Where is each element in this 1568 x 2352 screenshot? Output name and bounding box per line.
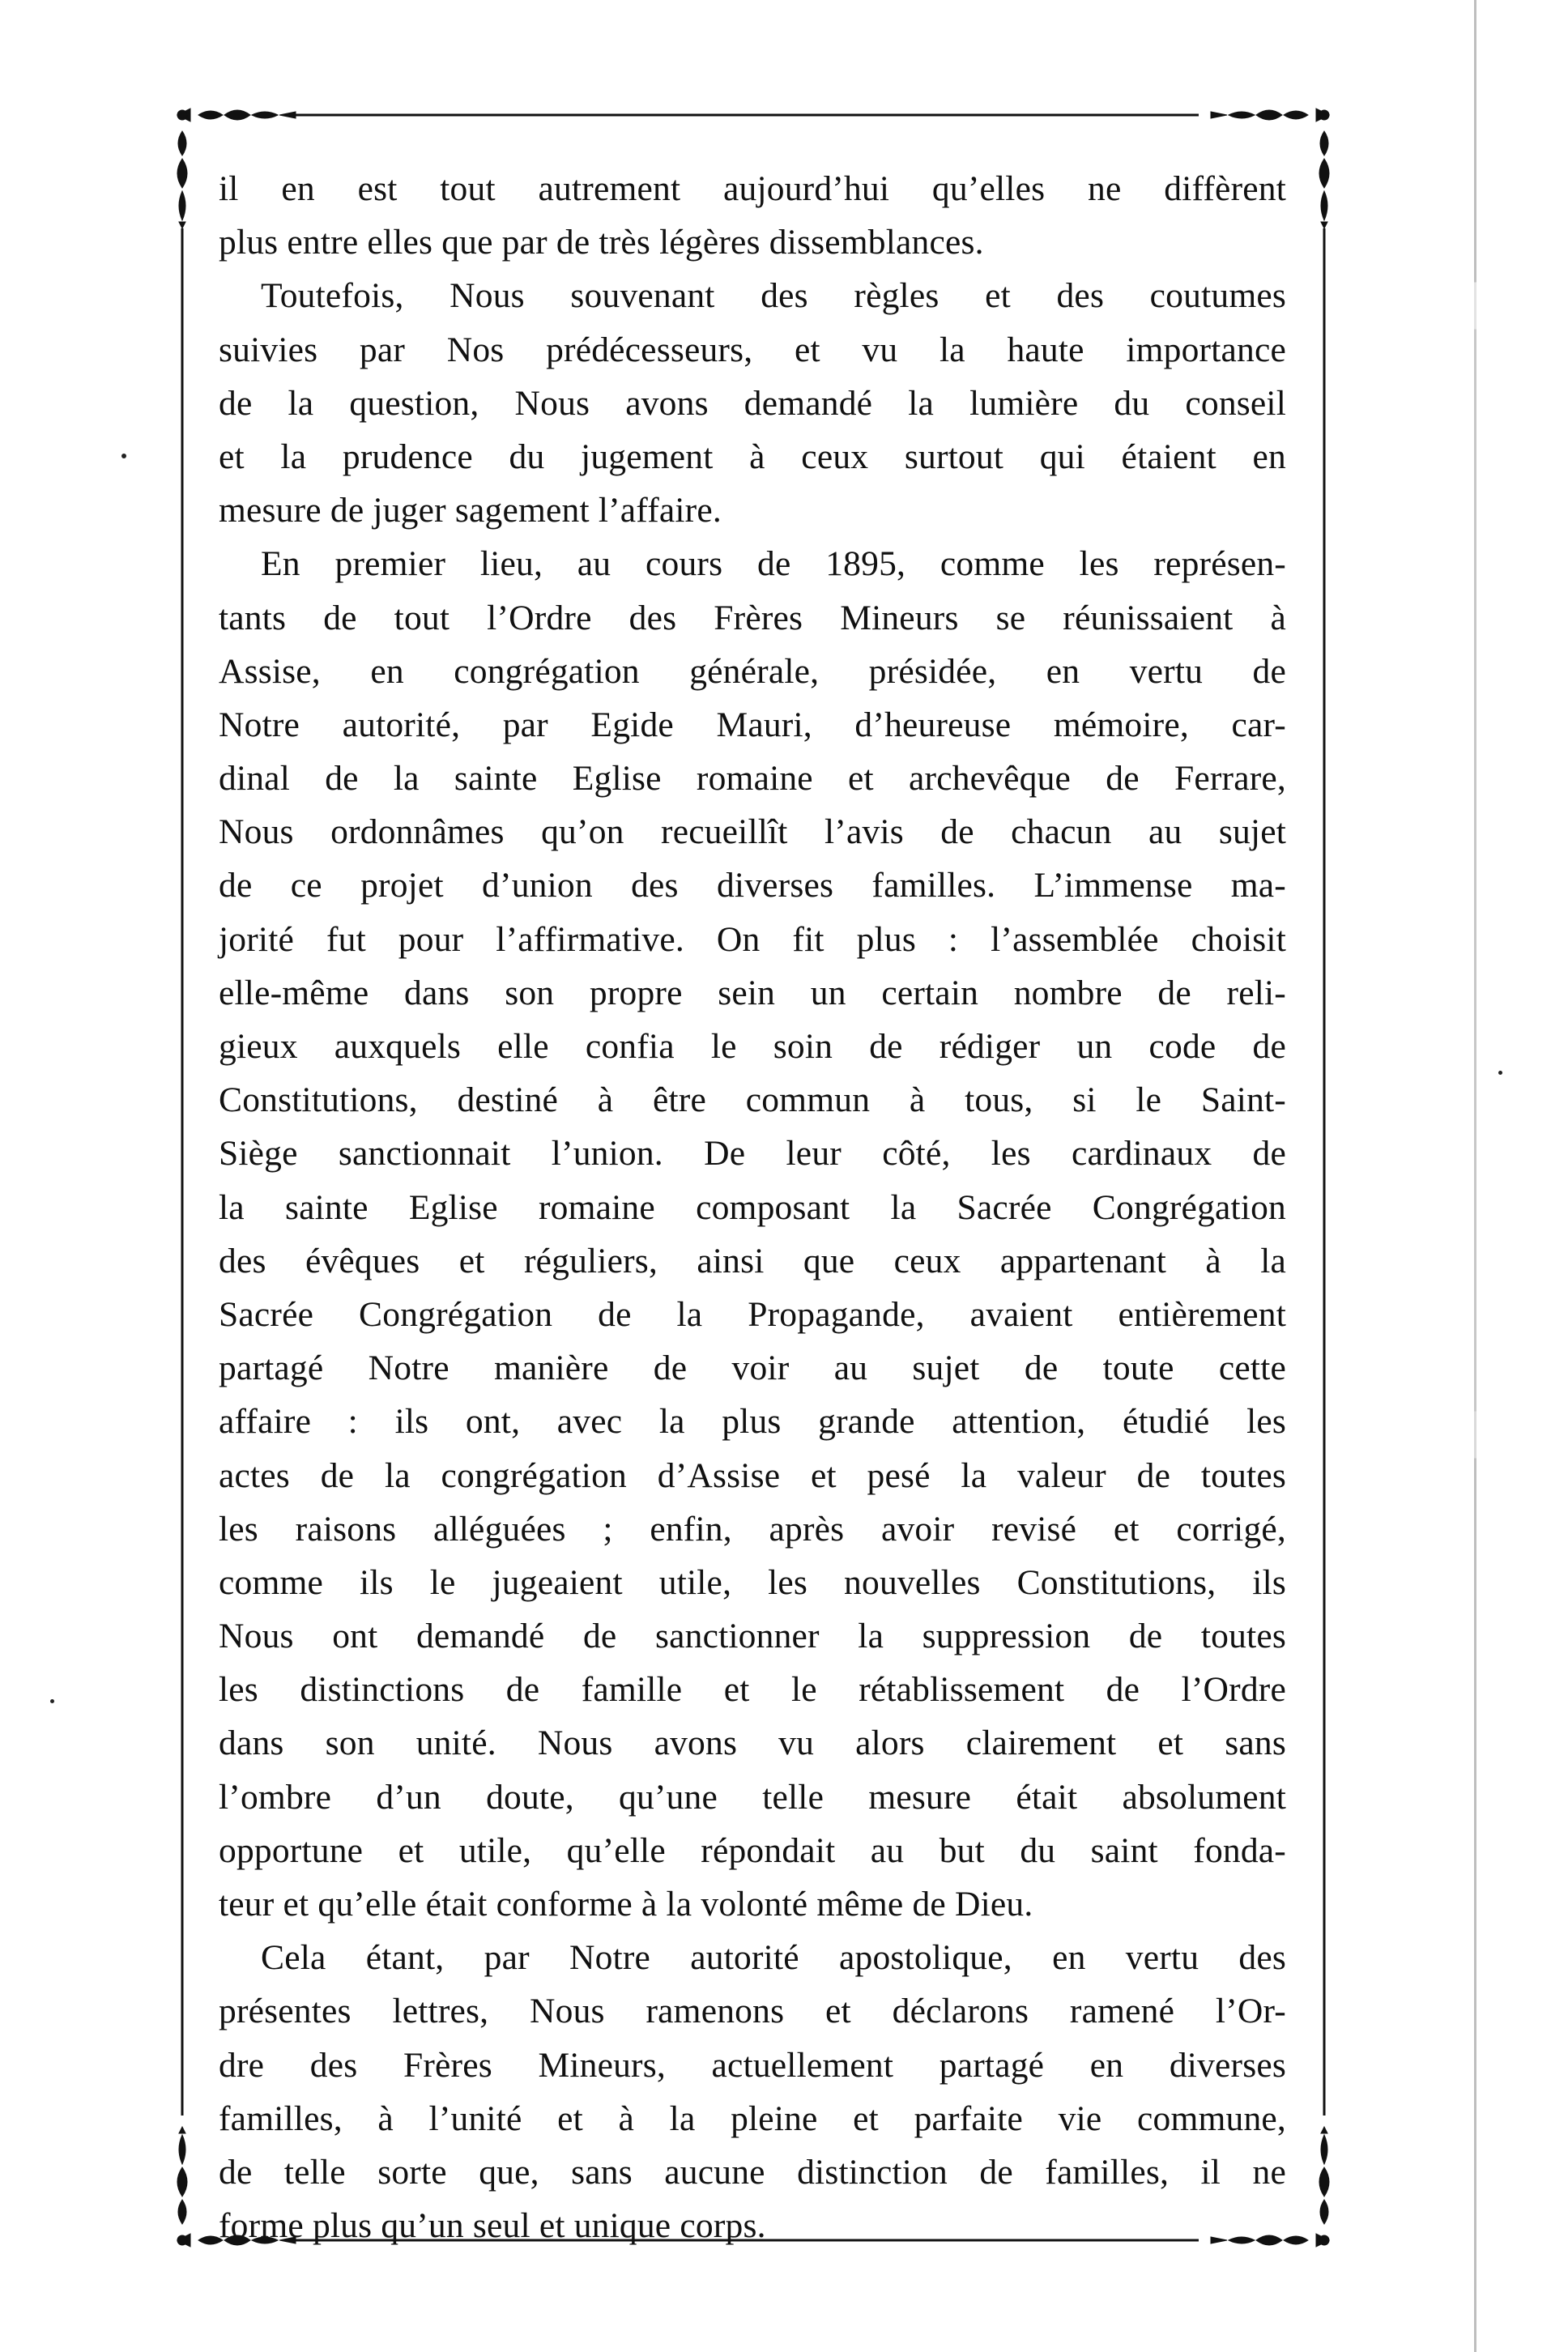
text-line-10: Assise, en congrégation générale, présidée, en vertu de	[219, 651, 1286, 691]
text-line-19: Siège sanctionnait l’union. De leur côté, les cardinaux de	[219, 1134, 1286, 1174]
text-line-28: Nous ont demandé de sanctionner la suppression de toutes	[219, 1617, 1286, 1656]
stray-ink-dot	[121, 454, 126, 458]
text-line-38: de telle sorte que, sans aucune distinction de familles, il ne	[219, 2152, 1286, 2192]
text-line-20: la sainte Eglise romaine composant la Sacrée Congrégation	[219, 1187, 1286, 1227]
text-line-29: les distinctions de famille et le rétablissement de l’Ordre	[219, 1670, 1286, 1710]
text-line-17: gieux auxquels elle confia le soin de rédiger un code de	[219, 1027, 1286, 1066]
text-line-12: dinal de la sainte Eglise romaine et archevêque de Ferrare,	[219, 759, 1286, 799]
text-line-31: l’ombre d’un doute, qu’une telle mesure était absolument	[219, 1777, 1286, 1817]
text-line-35: présentes lettres, Nous ramenons et déclarons ramené l’Or-	[219, 1992, 1286, 2031]
text-line-5: de la question, Nous avons demandé la lumière du conseil	[219, 383, 1286, 423]
text-line-22: Sacrée Congrégation de la Propagande, avaient entièrement	[219, 1294, 1286, 1334]
text-line-27: comme ils le jugeaient utile, les nouvelles Constitutions, ils	[219, 1562, 1286, 1602]
text-line-15: jorité fut pour l’affirmative. On fit plus : l’assemblée choisit	[219, 919, 1286, 959]
text-line-25: actes de la congrégation d’Assise et pesé la valeur de toutes	[219, 1455, 1286, 1495]
text-line-18: Constitutions, destiné à être commun à tous, si le Saint-	[219, 1080, 1286, 1120]
text-line-3: Toutefois, Nous souvenant des règles et des coutumes	[261, 276, 1286, 316]
text-line-33: teur et qu’elle était conforme à la volonté même de Dieu.	[219, 1885, 1033, 1924]
text-line-32: opportune et utile, qu’elle répondait au but du saint fonda-	[219, 1830, 1286, 1870]
text-line-16: elle-même dans son propre sein un certain nombre de reli-	[219, 973, 1286, 1012]
text-line-8: En premier lieu, au cours de 1895, comme les représen-	[261, 544, 1286, 584]
text-line-21: des évêques et réguliers, ainsi que ceux appartenant à la	[219, 1241, 1286, 1280]
page-edge-shadow	[1474, 0, 1476, 2352]
text-line-36: dre des Frères Mineurs, actuellement partagé en diverses	[219, 2045, 1286, 2085]
text-line-14: de ce projet d’union des diverses familles. L’immense ma-	[219, 866, 1286, 905]
stray-ink-dot	[50, 1699, 54, 1703]
text-line-26: les raisons alléguées ; enfin, après avoir revisé et corrigé,	[219, 1509, 1286, 1549]
text-line-39: forme plus qu’un seul et unique corps.	[219, 2206, 766, 2246]
text-line-4: suivies par Nos prédécesseurs, et vu la haute importance	[219, 330, 1286, 369]
text-line-9: tants de tout l’Ordre des Frères Mineurs se réunissaient à	[219, 598, 1286, 637]
text-line-13: Nous ordonnâmes qu’on recueillît l’avis de chacun au sujet	[219, 812, 1286, 852]
document-body	[219, 162, 1286, 2252]
text-line-6: et la prudence du jugement à ceux surtout qui étaient en	[219, 437, 1286, 476]
text-line-2: plus entre elles que par de très légères dissemblances.	[219, 223, 984, 262]
stray-ink-dot	[1498, 1071, 1502, 1075]
text-line-37: familles, à l’unité et à la pleine et parfaite vie commune,	[219, 2098, 1286, 2138]
text-line-23: partagé Notre manière de voir au sujet de toute cette	[219, 1349, 1286, 1388]
text-line-11: Notre autorité, par Egide Mauri, d’heureuse mémoire, car-	[219, 705, 1286, 744]
text-line-30: dans son unité. Nous avons vu alors clairement et sans	[219, 1724, 1286, 1763]
text-line-1: il en est tout autrement aujourd’hui qu’elles ne diffèrent	[219, 169, 1286, 208]
text-line-7: mesure de juger sagement l’affaire.	[219, 491, 722, 530]
text-line-24: affaire : ils ont, avec la plus grande attention, étudié les	[219, 1402, 1286, 1442]
text-line-34: Cela étant, par Notre autorité apostolique, en vertu des	[261, 1938, 1286, 1978]
